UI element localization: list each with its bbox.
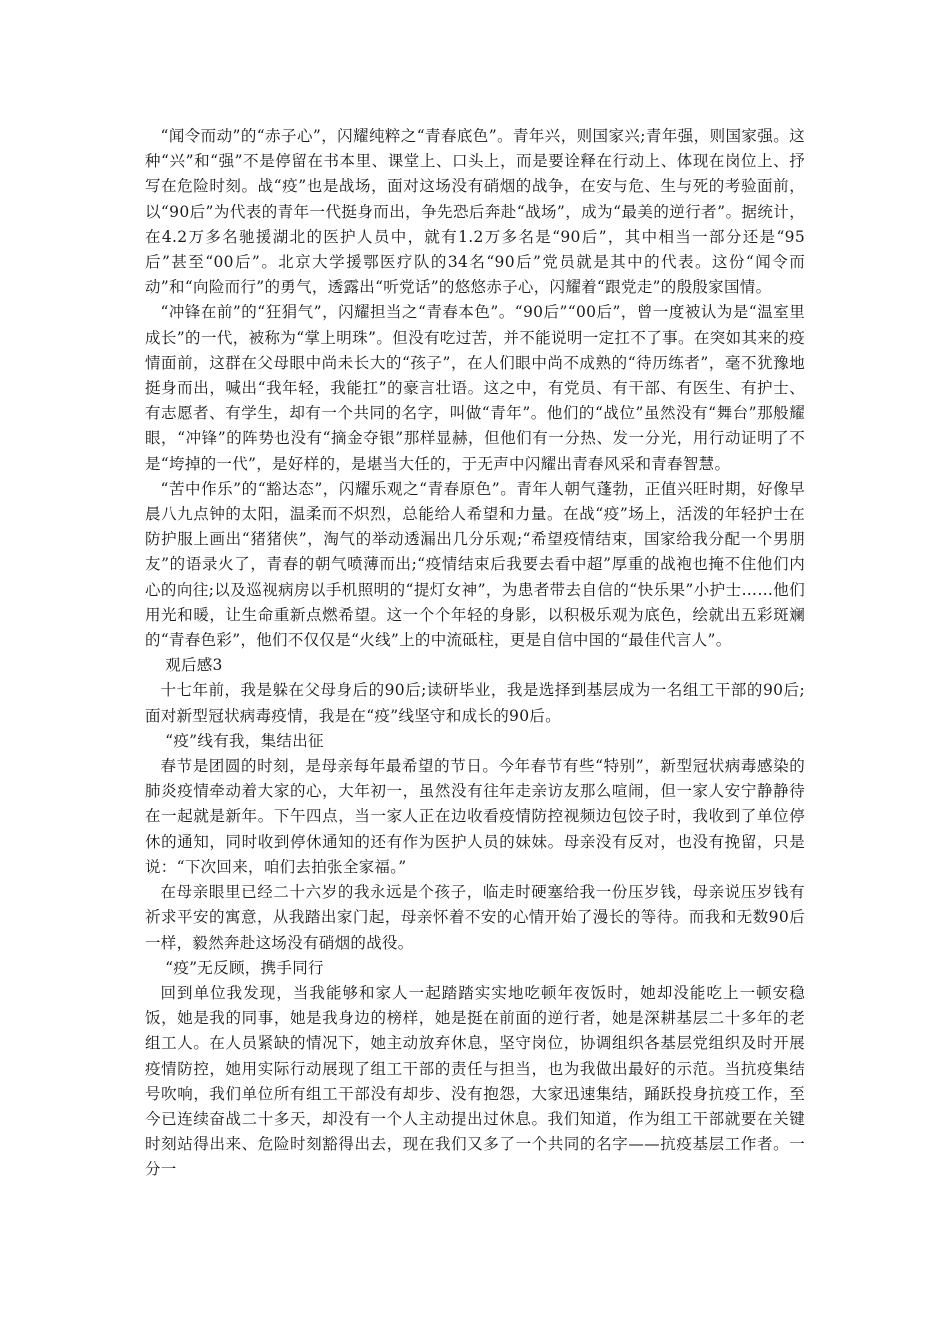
document-body: [145, 124, 805, 1183]
paragraph-3: “苦中作乐”的“豁达态”，闪耀乐观之“青春原色”。青年人朝气蓬勃，正值兴旺时期，好像早晨八九点钟的太阳，温柔而不炽烈，总能给人希望和力量。在战“疫”场上，活泼的年轻护士在防护服上画出“猪猪侠”，淘气的举动透漏出几分乐观;“希望疫情结束，国家给我分配一个男朋友”的语录火了，青春的朝气喷薄而出;“疫情结束后我要去看中超”厚重的战袍也掩不住他们内心的向往;以及巡视病房以手机照明的“提灯女神”，为患者带去自信的“快乐果”小护士……他们用光和暖，让生命重新点燃希望。这一个个年轻的身影，以积极乐观为底色，绘就出五彩斑斓的“青春色彩”，他们不仅仅是“火线”上的中流砥柱，更是自信中国的“最佳代言人”。: [145, 479, 805, 650]
paragraph-4: 春节是团圆的时刻，是母亲每年最希望的节日。今年春节有些“特别”，新型冠状病毒感染的肺炎疫情牵动着大家的心，大年初一，虽然没有往年走亲访友那么喧闹，但一家人安宁静静待在一起就是新年。下午四点，当一家人正在边收看疫情防控视频边包饺子时，我收到了单位停休的通知，同时收到停休通知的还有作为医护人员的妹妹。母亲没有反对，也没有挽留，只是说：“下次回来，咱们去拍张全家福。”: [145, 757, 805, 876]
section-intro: 十七年前，我是躲在父母身后的90后;读研毕业，我是选择到基层成为一名组工干部的90后;面对新型冠状病毒疫情，我是在“疫”线坚守和成长的90后。: [145, 681, 805, 725]
section-title: 观后感3: [165, 656, 223, 675]
paragraph-1: “闻令而动”的“赤子心”，闪耀纯粹之“青春底色”。青年兴，则国家兴;青年强，则国家强。这种“兴”和“强”不是停留在书本里、课堂上、口头上，而是要诠释在行动上、体现在岗位上、抒写在危险时刻。战“疫”也是战场，面对这场没有硝烟的战争，在安与危、生与死的考验面前，以“90后”为代表的青年一代挺身而出，争先恐后奔赴“战场”，成为“最美的逆行者”。据统计，在4.2万多名驰援湖北的医护人员中，就有1.2万多名是“90后”，其中相当一部分还是“95后”甚至“00后”。北京大学援鄂医疗队的34名“90后”党员就是其中的代表。这份“闻令而动”和“向险而行”的勇气，透露出“听党话”的悠悠赤子心，闪耀着“跟党走”的殷殷家国情。: [145, 127, 805, 297]
paragraph-5: 在母亲眼里已经二十六岁的我永远是个孩子，临走时硬塞给我一份压岁钱，母亲说压岁钱有祈求平安的寓意，从我踏出家门起，母亲怀着不安的心情开始了漫长的等待。而我和无数90后一样，毅然奔赴这场没有硝烟的战役。: [145, 883, 805, 952]
paragraph-6: 回到单位我发现，当我能够和家人一起踏踏实实地吃顿年夜饭时，她却没能吃上一顿安稳饭，她是我的同事，她是我身边的榜样，她是挺在前面的逆行者，她是深耕基层二十多年的老组工人。在人员紧缺的情况下，她主动放弃休息，坚守岗位，协调组织各基层党组织及时开展疫情防控，她用实际行动展现了组工干部的责任与担当，也为我做出最好的示范。当抗疫集结号吹响，我们单位所有组工干部没有却步、没有抱怨，大家迅速集结，踊跃投身抗疫工作，至今已连续奋战二十多天，却没有一个人主动提出过休息。我们知道，作为组工干部就要在关键时刻站得出来、危险时刻豁得出去，现在我们又多了一个共同的名字——抗疫基层工作者。一分一: [145, 983, 805, 1179]
paragraph-2: “冲锋在前”的“狂狷气”，闪耀担当之“青春本色”。“90后”“00后”，曾一度被认为是“温室里成长”的一代，被称为“掌上明珠”。但没有吃过苦，并不能说明一定扛不了事。在突如其来的疫情面前，这群在父母眼中尚未长大的“孩子”，在人们眼中尚不成熟的“待历练者”，毫不犹豫地挺身而出，喊出“我年轻，我能扛”的豪言壮语。这之中，有党员、有干部、有医生、有护士、有志愿者、有学生，却有一个共同的名字，叫做“青年”。他们的“战位”虽然没有“舞台”那般耀眼，“冲锋”的阵势也没有“摘金夺银”那样显赫，但他们有一分热、发一分光，用行动证明了不是“垮掉的一代”，是好样的，是堪当大任的，于无声中闪耀出青春风采和青春智慧。: [145, 303, 805, 473]
subheading-2: “疫”无反顾，携手同行: [165, 958, 324, 977]
subheading-1: “疫”线有我，集结出征: [165, 731, 324, 750]
